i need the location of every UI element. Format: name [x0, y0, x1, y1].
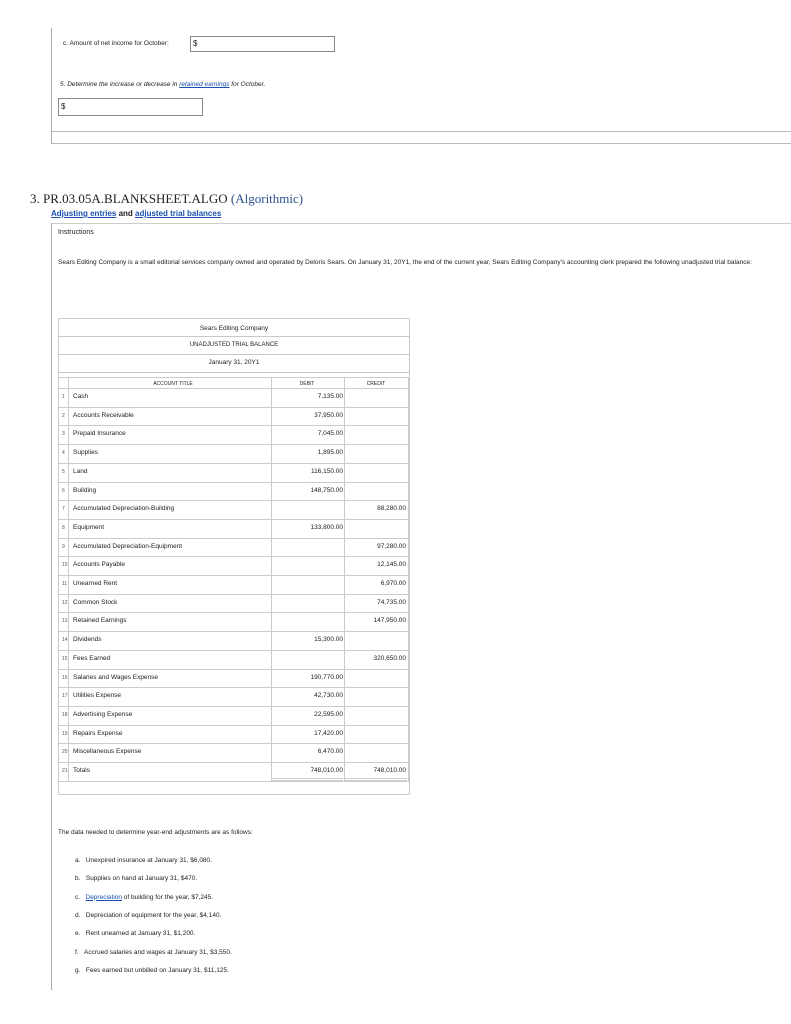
- account-title: Prepaid Insurance: [73, 430, 126, 438]
- row-number: 11: [62, 581, 68, 587]
- account-title: Repairs Expense: [73, 729, 123, 737]
- account-title: Accounts Payable: [73, 561, 126, 569]
- item-letter: g.: [75, 966, 83, 974]
- account-title: Common Stock: [73, 598, 118, 606]
- item-letter: e.: [75, 930, 83, 938]
- row-number: 7: [62, 506, 65, 513]
- adjusted-trial-balances-link[interactable]: adjusted trial balances: [135, 209, 222, 218]
- divider: [59, 354, 409, 355]
- retained-earnings-change-input[interactable]: $: [58, 98, 203, 116]
- account-title: Retained Earnings: [73, 617, 127, 625]
- list-item: [75, 930, 195, 937]
- debit-amount: 15,300.00: [314, 636, 343, 644]
- list-item: [75, 967, 229, 974]
- item-text: Supplies on hand at January 31, $470.: [85, 875, 198, 883]
- account-title: Land: [73, 467, 88, 475]
- debit-amount: 148,750.00: [310, 486, 343, 494]
- row-number: 5: [62, 468, 65, 475]
- row-number: 3: [62, 431, 65, 438]
- list-item: [75, 875, 197, 882]
- account-title: Totals: [73, 767, 90, 774]
- adjusting-entries-link[interactable]: Adjusting entries: [51, 209, 117, 218]
- grid-line: [59, 781, 409, 782]
- item-text: Unexpired insurance at January 31, $6,080.: [85, 857, 212, 864]
- row-number: 8: [62, 524, 65, 531]
- divider: [51, 131, 791, 132]
- question-topic: Adjusting entries and adjusted trial balances: [51, 209, 222, 218]
- row-number: 4: [62, 450, 65, 457]
- debit-amount: 116,150.00: [310, 467, 343, 475]
- account-title: Accounts Receivable: [73, 411, 134, 419]
- double-underline: [272, 778, 343, 779]
- table-row: [59, 482, 409, 501]
- table-row: [59, 388, 409, 407]
- table-row: [59, 706, 409, 725]
- double-underline: [345, 778, 407, 779]
- list-item: [75, 894, 213, 901]
- account-title: Equipment: [73, 523, 105, 531]
- account-title: Fees Earned: [73, 654, 111, 662]
- debit-amount: 1,895.00: [317, 449, 343, 457]
- account-title: Cash: [73, 393, 89, 400]
- debit-amount: 190,770.00: [310, 673, 343, 681]
- row-number: 10: [62, 562, 68, 569]
- credit-amount: 88,280.00: [377, 505, 406, 513]
- row-number: 9: [62, 543, 65, 550]
- question-title: 3. PR.03.05A.BLANKSHEET.ALGO (Algorithmic): [30, 191, 304, 206]
- debit-amount: 133,800.00: [310, 523, 343, 531]
- row-number: 16: [62, 674, 68, 681]
- credit-amount: 12,145.00: [377, 561, 406, 569]
- item-text: Depreciation of equipment for the year, $4,140.: [85, 911, 222, 919]
- divider: [51, 143, 791, 144]
- item-text: Rent unearned at January 31, $1,200.: [85, 930, 196, 938]
- debit-amount: 7,045.00: [317, 430, 343, 438]
- row-number: 20: [62, 749, 68, 756]
- credit-amount: 320,650.00: [373, 654, 406, 662]
- account-title: Accumulated Depreciation-Building: [73, 505, 175, 513]
- table-row: [59, 669, 409, 688]
- table-row: [59, 650, 409, 669]
- col-credit: CREDIT: [366, 381, 386, 387]
- depreciation-link[interactable]: Depreciation: [85, 893, 122, 901]
- part-5-prompt: 5. Determine the increase or decrease in retained earnings for October.: [60, 81, 266, 88]
- item-letter: a.: [75, 857, 83, 864]
- account-title: Utilities Expense: [73, 692, 122, 700]
- debit-amount: 7,135.00: [317, 393, 343, 400]
- row-number: 21: [62, 768, 68, 774]
- item-letter: d.: [75, 911, 83, 919]
- adjustments-intro: The data needed to determine year-end adjustments are as follows:: [58, 829, 253, 836]
- item-text: Fees earned but unbilled on January 31, $11,125.: [85, 966, 229, 974]
- table-row: [59, 538, 409, 557]
- table-row: [59, 743, 409, 762]
- account-title: Dividends: [73, 636, 102, 644]
- table-row: [59, 612, 409, 631]
- credit-amount: 147,950.00: [373, 617, 406, 625]
- table-row: [59, 407, 409, 426]
- list-item: [75, 912, 221, 919]
- debit-amount: 22,595.00: [314, 710, 343, 718]
- row-number: 2: [62, 412, 65, 419]
- item-text: Accrued salaries and wages at January 31, $3,550.: [84, 948, 232, 956]
- list-item: [75, 949, 232, 956]
- instructions-paragraph: Sears Editing Company is a small editorial services company owned and operated by Deloris Sears. On January 31, 20Y1, the end of the current year, Sears Editing Company's accounting clerk prepared the following unadjusted trial balance:: [58, 259, 752, 266]
- list-item: [75, 857, 212, 864]
- row-number: 6: [62, 487, 65, 494]
- table-row: [59, 687, 409, 706]
- tb-company: Sears Editing Company: [199, 325, 269, 332]
- row-number: 17: [62, 693, 68, 700]
- debit-amount: 17,420.00: [314, 729, 343, 737]
- item-text: of building for the year, $7,245.: [122, 893, 214, 901]
- col-debit: DEBIT: [299, 381, 315, 387]
- table-row: [59, 725, 409, 744]
- table-row: [59, 556, 409, 575]
- row-number: 18: [62, 711, 68, 718]
- account-title: Accumulated Depreciation-Equipment: [73, 542, 183, 550]
- account-title: Miscellaneous Expense: [73, 748, 142, 756]
- divider: [59, 336, 409, 337]
- account-title: Advertising Expense: [73, 710, 133, 718]
- account-title: Supplies: [73, 449, 98, 457]
- debit-amount: 42,730.00: [314, 692, 343, 700]
- tb-date: January 31, 20Y1: [208, 359, 260, 366]
- credit-amount: 748,010.00: [373, 767, 406, 774]
- double-underline: [272, 780, 343, 781]
- row-number: 12: [62, 599, 68, 606]
- account-title: Salaries and Wages Expense: [73, 673, 159, 681]
- table-row: [59, 594, 409, 613]
- instructions-label: Instructions: [58, 229, 94, 236]
- table-row: [59, 631, 409, 650]
- tb-title: UNADJUSTED TRIAL BALANCE: [189, 342, 279, 348]
- double-underline: [345, 780, 407, 781]
- row-number: 19: [62, 730, 68, 737]
- row-number: 14: [62, 637, 68, 644]
- row-number: 1: [62, 394, 65, 400]
- account-title: Unearned Rent: [73, 580, 118, 587]
- col-account-title: ACCOUNT TITLE: [153, 381, 193, 387]
- credit-amount: 74,735.00: [377, 598, 406, 606]
- table-row: [59, 519, 409, 538]
- table-row: [59, 425, 409, 444]
- algorithmic-tag: (Algorithmic): [230, 191, 304, 206]
- account-title: Building: [73, 486, 97, 494]
- row-number: 15: [62, 655, 68, 662]
- net-income-input[interactable]: $: [190, 36, 335, 52]
- row-number: 13: [62, 618, 68, 625]
- credit-amount: 97,280.00: [377, 542, 406, 550]
- item-letter: c.: [75, 893, 82, 901]
- part-c-label: c. Amount of net income for October:: [63, 40, 169, 47]
- table-row: [59, 500, 409, 519]
- item-letter: b.: [75, 875, 83, 883]
- item-letter: f.: [75, 948, 81, 956]
- credit-amount: 6,970.00: [380, 580, 406, 587]
- table-row: [59, 463, 409, 482]
- table-row: [59, 575, 409, 594]
- table-row: [59, 444, 409, 463]
- debit-amount: 6,470.00: [317, 748, 343, 756]
- retained-earnings-link[interactable]: retained earnings: [179, 81, 230, 88]
- divider: [59, 372, 409, 373]
- debit-amount: 748,010.00: [310, 767, 343, 774]
- debit-amount: 37,950.00: [314, 411, 343, 419]
- grid-line: [59, 377, 409, 378]
